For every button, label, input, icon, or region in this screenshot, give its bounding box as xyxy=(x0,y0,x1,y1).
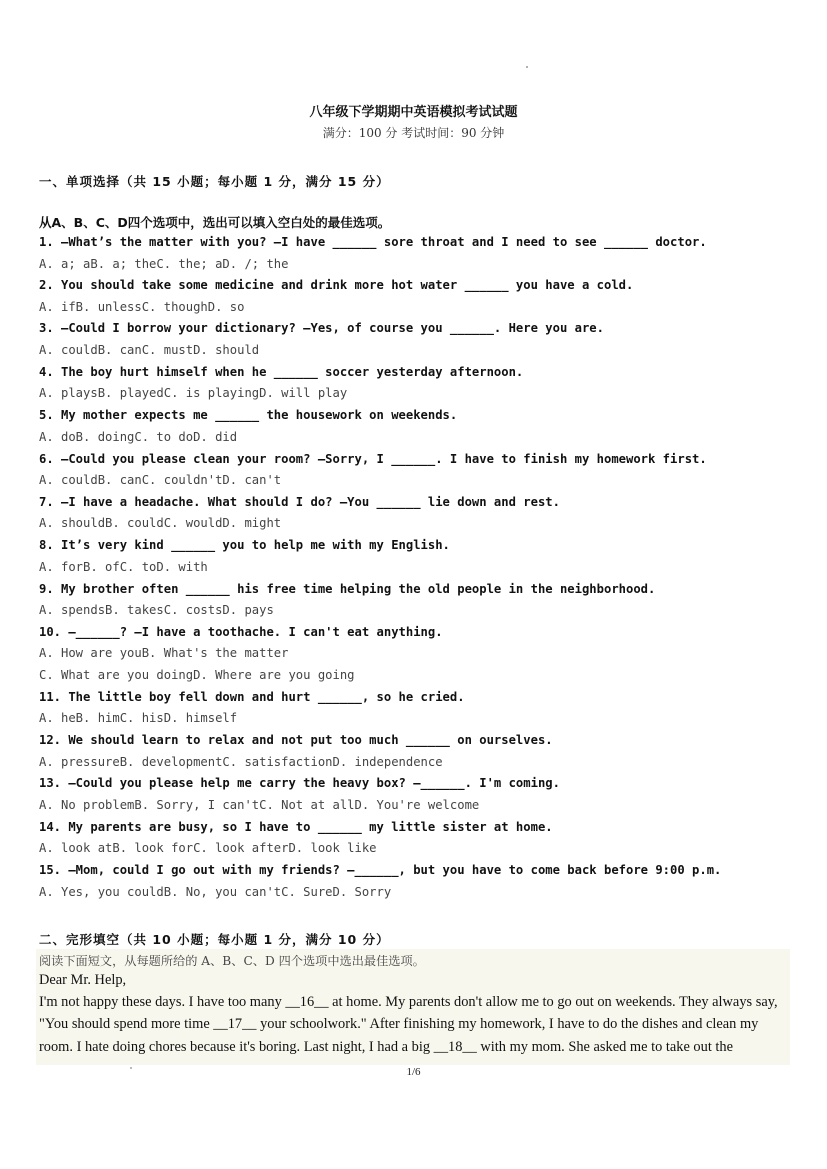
options-13: A. No problemB. Sorry, I can'tC. Not at allD. You're welcome xyxy=(39,798,480,812)
question-9: 9. My brother often ______ his free time helping the old people in the neighborhood. xyxy=(39,582,656,596)
question-12: 12. We should learn to relax and not put too much ______ on ourselves. xyxy=(39,733,553,747)
options-10-line-2: C. What are you doingD. Where are you going xyxy=(39,668,355,682)
options-5: A. doB. doingC. to doD. did xyxy=(39,430,238,444)
options-8: A. forB. ofC. toD. with xyxy=(39,560,208,574)
options-2: A. ifB. unlessC. thoughD. so xyxy=(39,300,245,314)
question-4: 4. The boy hurt himself when he ______ soccer yesterday afternoon. xyxy=(39,365,524,379)
page-subtitle: 满分：100 分 考试时间：90 分钟 xyxy=(322,126,505,140)
question-13: 13. —Could you please help me carry the heavy box? —______. I'm coming. xyxy=(39,776,560,790)
options-10-line-1: A. How are youB. What's the matter xyxy=(39,646,289,660)
question-14: 14. My parents are busy, so I have to ______ my little sister at home. xyxy=(39,820,553,834)
question-8: 8. It’s very kind ______ you to help me with my English. xyxy=(39,538,450,552)
options-6: A. couldB. canC. couldn'tD. can't xyxy=(39,473,282,487)
options-11: A. heB. himC. hisD. himself xyxy=(39,711,238,725)
page-number: 1/6 xyxy=(406,1066,421,1078)
section-2-instruction: 阅读下面短文，从每题所给的 A、B、C、D 四个选项中选出最佳选项。 xyxy=(39,954,425,968)
passage-line-4: room. I hate doing chores because it's boring. Last night, I had a big __18__ with my mom. She asked me to take out the xyxy=(39,1039,734,1055)
options-3: A. couldB. canC. mustD. should xyxy=(39,343,260,357)
passage-line-1: Dear Mr. Help, xyxy=(39,972,127,988)
options-7: A. shouldB. couldC. wouldD. might xyxy=(39,516,282,530)
section-1-instruction: 从A、B、C、D四个选项中，选出可以填入空白处的最佳选项。 xyxy=(39,215,391,230)
options-14: A. look atB. look forC. look afterD. look like xyxy=(39,841,377,855)
question-5: 5. My mother expects me ______ the housework on weekends. xyxy=(39,408,458,422)
options-12: A. pressureB. developmentC. satisfactionD. independence xyxy=(39,755,443,769)
options-4: A. playsB. playedC. is playingD. will play xyxy=(39,386,348,400)
section-2-heading: 二、完形填空（共 10 小题；每小题 1 分，满分 10 分） xyxy=(39,932,390,947)
options-15: A. Yes, you couldB. No, you can'tC. SureD. Sorry xyxy=(39,885,392,899)
options-1: A. a; aB. a; theC. the; aD. /; the xyxy=(39,257,289,271)
options-9: A. spendsB. takesC. costsD. pays xyxy=(39,603,274,617)
page-title: 八年级下学期期中英语模拟考试试题 xyxy=(309,105,518,120)
scan-dot xyxy=(526,66,528,68)
question-15: 15. —Mom, could I go out with my friends? —______, but you have to come back before 9:00 p.m. xyxy=(39,863,722,877)
passage-line-3: "You should spend more time __17__ your schoolwork." After finishing my homework, I have to do the dishes and clean my xyxy=(39,1016,759,1032)
question-7: 7. —I have a headache. What should I do? —You ______ lie down and rest. xyxy=(39,495,560,509)
question-10: 10. —______? —I have a toothache. I can't eat anything. xyxy=(39,625,443,639)
question-3: 3. —Could I borrow your dictionary? —Yes, of course you ______. Here you are. xyxy=(39,321,604,335)
question-11: 11. The little boy fell down and hurt ______, so he cried. xyxy=(39,690,465,704)
section-1-heading: 一、单项选择（共 15 小题；每小题 1 分，满分 15 分） xyxy=(39,174,390,189)
question-1: 1. —What’s the matter with you? —I have ______ sore throat and I need to see ______ doctor. xyxy=(39,235,707,249)
passage-line-2: I'm not happy these days. I have too many __16__ at home. My parents don't allow me to go out on weekends. They always say, xyxy=(39,994,778,1010)
question-2: 2. You should take some medicine and drink more hot water ______ you have a cold. xyxy=(39,278,634,292)
question-6: 6. —Could you please clean your room? —Sorry, I ______. I have to finish my homework first. xyxy=(39,452,707,466)
